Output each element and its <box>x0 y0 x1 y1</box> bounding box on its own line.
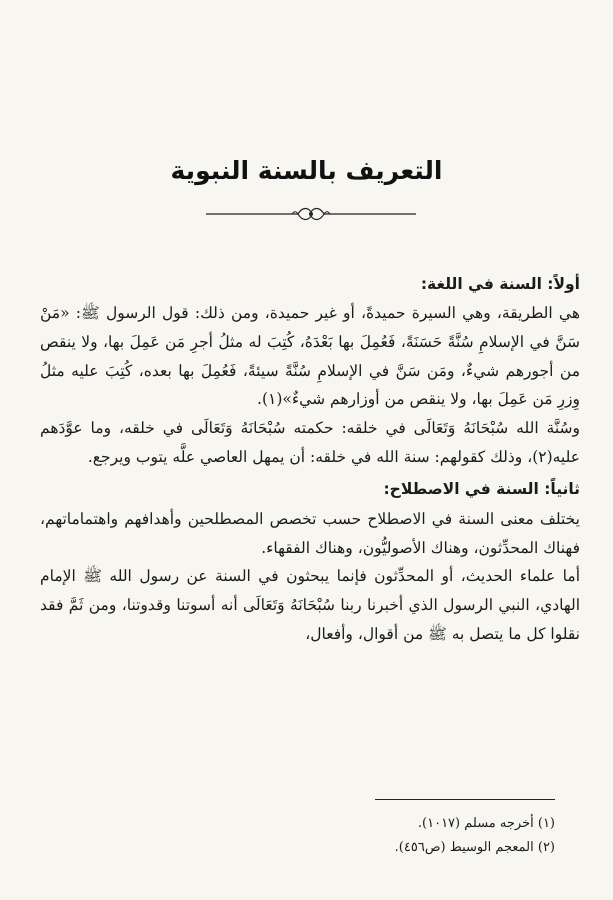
paragraph: أما علماء الحديث، أو المحدِّثون فإنما يبحثون في السنة عن رسول الله ﷺ الإمام الهادي، النبي الرسول الذي أخبرنا ربنا سُبْحَانَهُ وَتَعَالَى أنه أسوتنا وقدوتنا، ومن ثَمَّ فقد نقلوا كل ما يتصل به ﷺ من أقوال، وأفعال، <box>40 567 580 643</box>
paragraph: هي الطريقة، وهي السيرة حميدةً، أو غير حميدة، ومن ذلك: قول الرسول ﷺ: «مَنْ سَنَّ في الإسلامِ سُنَّةً حَسَنَةً، فَعُمِلَ بها بَعْدَهُ، كُتِبَ له مثلُ أجرِ مَن عَمِلَ بها، ولا ينقص من أجورهم شيءٌ، ومَن سَنَّ في الإسلامِ سُنَّةً سيئةً، فَعُمِلَ بها بعده، كُتِبَ عليه مثلُ وِزرِ مَن عَمِلَ بها، ولا ينقص من أوزارهم شيءٌ»(١). <box>40 304 580 409</box>
paragraph: يختلف معنى السنة في الاصطلاح حسب تخصص المصطلحين وأهدافهم واهتماماتهم، فهناك المحدِّثون، وهناك الأصوليُّون، وهناك الفقهاء. <box>40 509 580 557</box>
footnotes <box>75 812 555 860</box>
page-title: التعريف بالسنة النبوية <box>170 156 443 185</box>
title-ornament <box>206 203 416 225</box>
footnote: (٢) المعجم الوسيط (ص٤٥٦). <box>394 840 555 856</box>
section-heading-language: أولاً: السنة في اللغة: <box>420 275 580 293</box>
section-heading-terminology: ثانياً: السنة في الاصطلاح: <box>383 480 580 499</box>
paragraph: وسُنَّة الله سُبْحَانَهُ وَتَعَالَى في خلقه: حكمته سُبْحَانَهُ وَتَعَالَى في خلقه، وما عوَّدَهم عليه(٢)، وذلك كقولهم: سنة الله في خلقه: أن يمهل العاصي علَّه يتوب ويرجع. <box>40 419 580 466</box>
body-text <box>40 270 580 648</box>
footnote-divider <box>375 799 555 800</box>
footnote: (١) أخرجه مسلم (١٠١٧). <box>417 816 555 831</box>
